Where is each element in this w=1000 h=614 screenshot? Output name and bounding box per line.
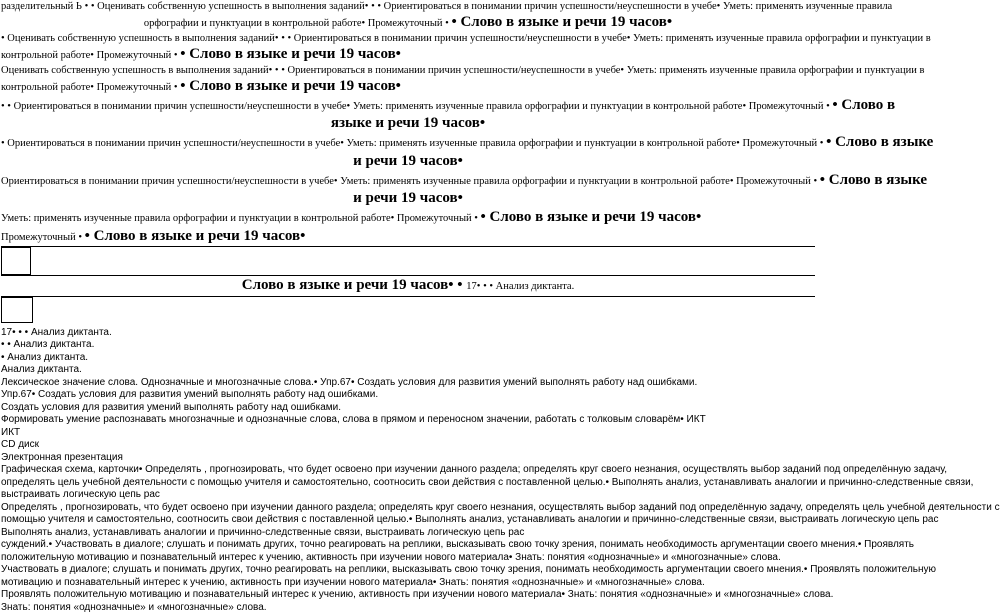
text-line: Лексическое значение слова. Однозначные и многозначные слова.• Упр.67• Создать условия для развития умений выполнять работу над ошибками.: [1, 376, 698, 388]
text-line: разделительный Ь • • Оценивать собственную успешность в выполнения заданий• • • Ориентироваться в понимании причин успешности/неуспешности в учебе• Уметь: применять изученные правила: [1, 1, 893, 12]
section-heading: • Слово в языке: [826, 134, 934, 151]
text-line: • Ориентироваться в понимании причин успешности/неуспешности в учебе• Уметь: применять изученные правила орфографии и пунктуации в контрольной работе• Промежуточный • • Слово в языке: [1, 134, 934, 151]
text-line: мотивацию и познавательный интерес к учению, активность при изучении нового материала• Знать: понятия «однозначные» и «многозначные» слова.: [1, 576, 705, 588]
table-cell: [1, 297, 33, 323]
text-line: • Оценивать собственную успешность в выполнения заданий• • • Ориентироваться в понимании причин успешности/неуспешности в учебе• Уметь: применять изученные правила орфографии и пунктуации в: [1, 32, 931, 44]
table-small-text: 17• • • Анализ диктанта.: [466, 280, 575, 292]
text-line: • • Ориентироваться в понимании причин успешности/неуспешности в учебе• Уметь: применять изученные правила орфографии и пунктуации в контрольной работе• Промежуточный • • Слово в: [1, 96, 896, 113]
text-line: орфографии и пунктуации в контрольной работе• Промежуточный • • Слово в языке и речи 19 часов•: [143, 14, 673, 31]
table-rule: [1, 246, 815, 275]
section-heading: языке и речи 19 часов•: [330, 115, 486, 132]
text-line: 17• • • Анализ диктанта.: [1, 326, 112, 338]
section-heading: • Слово в языке и речи 19 часов•: [480, 209, 702, 226]
text-line: помощью учителя и самостоятельно, соотносить свои действия с поставленной целью.• Выполнять анализ, устанавливать аналогии и причинно-следственные связи, выстраивать логическую цепь рас: [1, 514, 939, 526]
text-line: Промежуточный • • Слово в языке и речи 19 часов•: [1, 227, 306, 244]
text-line: положительную мотивацию и познавательный интерес к учению, активность при изучении нового материала• Знать: понятия «однозначные» и «многозначные» слова.: [1, 551, 781, 563]
text-line: Участвовать в диалоге; слушать и понимать других, точно реагировать на реплики, высказывать свою точку зрения, понимать необходимость аргументации своего мнения.• Проявлять положительную: [1, 564, 937, 576]
section-heading: • Слово в языке и речи 19 часов•: [180, 77, 401, 94]
text-line: Уметь: применять изученные правила орфографии и пунктуации в контрольной работе• Промежуточный • • Слово в языке и речи 19 часов•: [1, 209, 702, 226]
section-heading: • Слово в языке и речи 19 часов•: [180, 46, 401, 62]
text-line: Оценивать собственную успешность в выполнения заданий• • • Ориентироваться в понимании причин успешности/неуспешности в учебе• Уметь: применять изученные правила орфографии и пунктуации в: [1, 64, 925, 76]
text-line: Ориентироваться в понимании причин успешности/неуспешности в учебе• Уметь: применять изученные правила орфографии и пунктуации в контрольной работе• Промежуточный • • Слово в языке: [1, 171, 928, 188]
section-heading: • Слово в: [832, 96, 896, 113]
section-heading: и речи 19 часов•: [353, 152, 463, 169]
text-line: Анализ диктанта.: [1, 364, 82, 376]
text-line: Проявлять положительную мотивацию и познавательный интерес к учению, активность при изучении нового материала• Знать: понятия «однозначные» и «многозначные» слова.: [1, 589, 834, 601]
text-line: Формировать умение распознавать многозначные и однозначные слова, слова в прямом и переносном значении, работать с толковым словарём• ИКТ: [1, 414, 706, 426]
text-line: Упр.67• Создать условия для развития умений выполнять работу над ошибками.: [1, 389, 379, 401]
text-line: контрольной работе• Промежуточный • • Слово в языке и речи 19 часов•: [1, 46, 401, 62]
table-heading: Слово в языке и речи 19 часов• •: [241, 276, 467, 293]
text-line: Создать условия для развития умений выполнять работу над ошибками.: [1, 401, 342, 413]
text-line: суждений.• Участвовать в диалоге; слушать и понимать других, точно реагировать на реплики, высказывать свою точку зрения, понимать необходимость аргументации своего мнения.• Проявлять: [1, 539, 915, 551]
table-cell: [1, 247, 31, 275]
section-heading: • Слово в языке и речи 19 часов•: [451, 14, 673, 31]
text-line: Определять , прогнозировать, что будет освоено при изучении данного раздела; определять круг своего незнания, осуществлять выбор заданий под определённую задачу, определять цель учебной деятельности с: [1, 501, 1000, 513]
text-line: CD диск: [1, 439, 40, 451]
text-line: Знать: понятия «однозначные» и «многозначные» слова.: [1, 601, 267, 613]
text-line: Выполнять анализ, устанавливать аналогии и причинно-следственные связи, выстраивать логическую цепь рас: [1, 526, 525, 538]
text-line: определять цель учебной деятельности с помощью учителя и самостоятельно, соотносить свои действия с поставленной целью.• Выполнять анализ, устанавливать аналогии и причинно-следственные связи,: [1, 476, 974, 488]
text-line: ИКТ: [1, 426, 21, 438]
table-rule: [1, 296, 815, 323]
section-heading: • Слово в языке и речи 19 часов•: [84, 227, 306, 244]
text-line: выстраивать логическую цепь рас: [1, 489, 160, 501]
content-block: [1, 326, 1000, 614]
section-heading: и речи 19 часов•: [353, 190, 463, 207]
text-line: Электронная презентация: [1, 451, 123, 463]
table-row: [1, 275, 815, 296]
section-heading: • Слово в языке: [819, 171, 928, 188]
text-line: • • Анализ диктанта.: [1, 339, 95, 351]
text-line: контрольной работе• Промежуточный • • Слово в языке и речи 19 часов•: [1, 77, 401, 94]
text-line: • Анализ диктанта.: [1, 351, 89, 363]
text-line: Графическая схема, карточки• Определять , прогнозировать, что будет освоено при изучении данного раздела; определять круг своего незнания, осуществлять выбор заданий под определённую задачу,: [1, 464, 948, 476]
